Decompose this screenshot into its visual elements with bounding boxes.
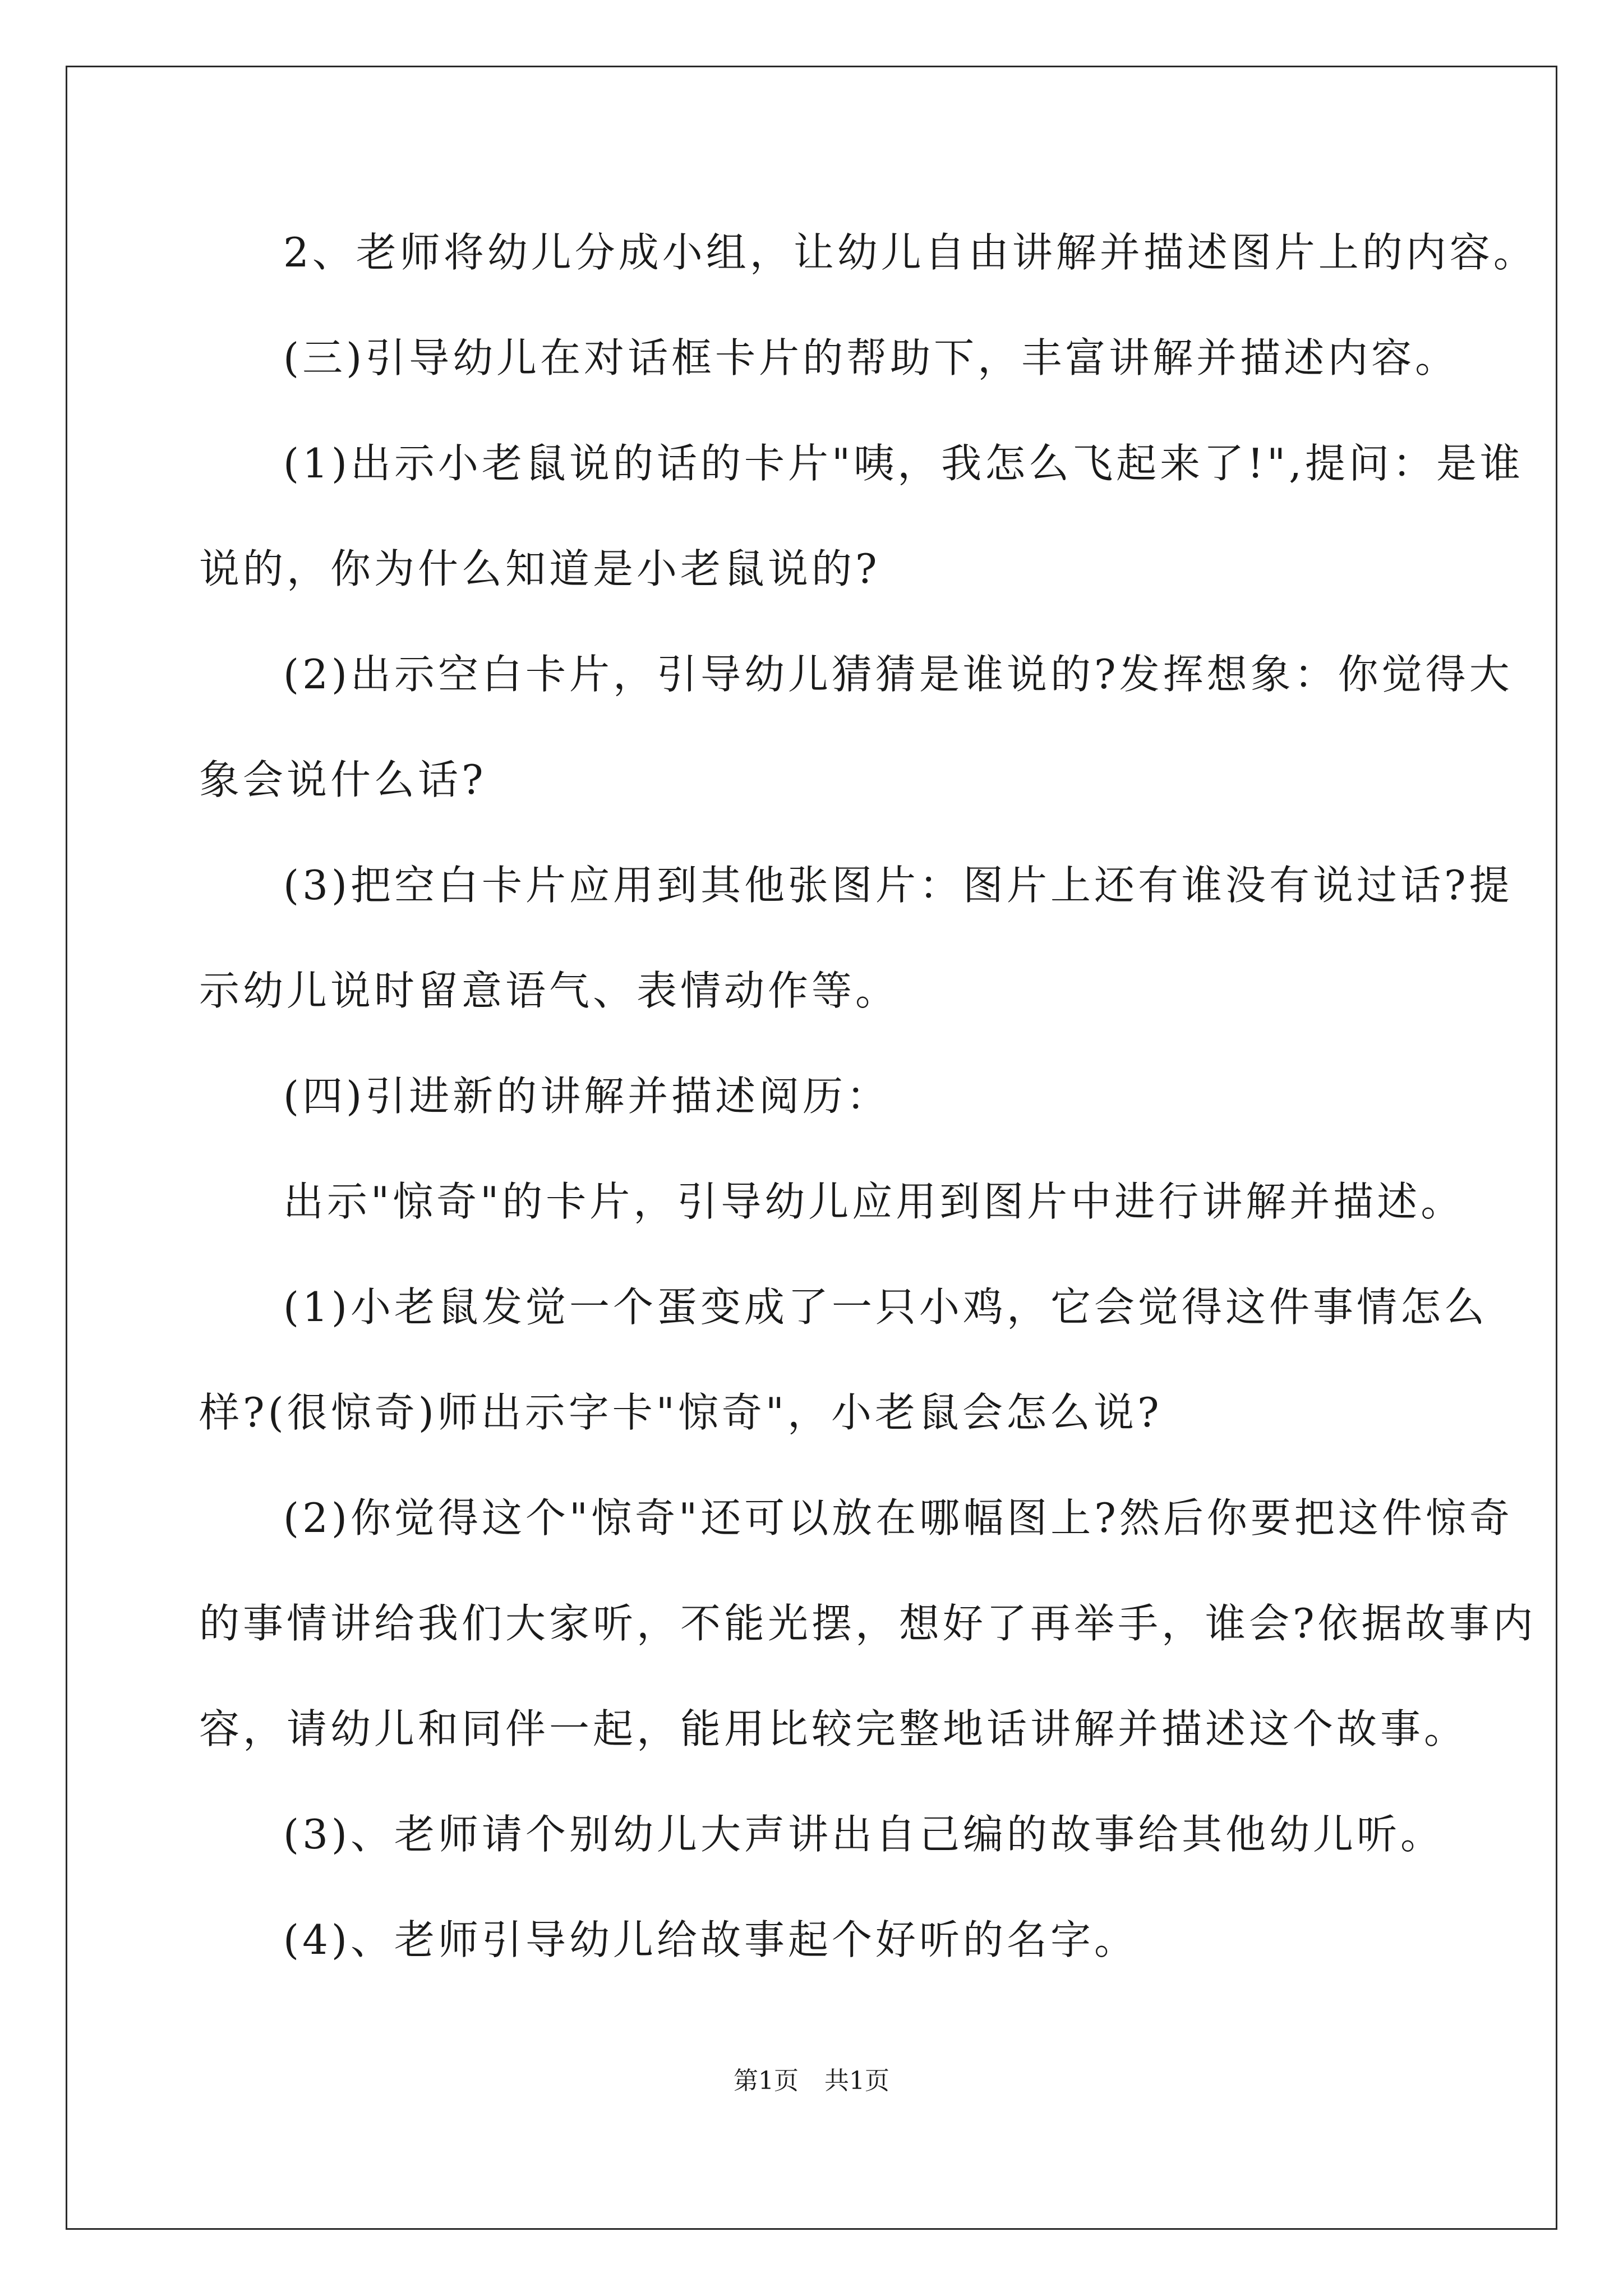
text-line: 样?(很惊奇)师出示字卡"惊奇"，小老鼠会怎么说? (199, 1389, 1163, 1436)
text-line: (1)小老鼠发觉一个蛋变成了一只小鸡，它会觉得这件事情怎么 (283, 1283, 1488, 1331)
text-line: 示幼儿说时留意语气、表情动作等。 (199, 967, 900, 1014)
text-line: 容，请幼儿和同伴一起，能用比较完整地话讲解并描述这个故事。 (199, 1705, 1468, 1752)
page-footer (0, 2064, 1623, 2098)
text-line: (1)出示小老鼠说的话的卡片"咦，我怎么飞起来了!",提问：是谁 (283, 440, 1524, 487)
text-line: 的事情讲给我们大家听，不能光摆，想好了再举手，谁会?依据故事内 (199, 1600, 1537, 1647)
text-line: 象会说什么话? (199, 756, 487, 803)
text-line: 说的，你为什么知道是小老鼠说的? (199, 545, 880, 592)
text-line: (3)、老师请个别幼儿大声讲出自己编的故事给其他幼儿听。 (283, 1811, 1444, 1858)
text-line: (三)引导幼儿在对话框卡片的帮助下，丰富讲解并描述内容。 (283, 334, 1459, 381)
page-number-current: 第1页 (734, 2067, 799, 2095)
text-line: (2)出示空白卡片，引导幼儿猜猜是谁说的?发挥想象：你觉得大 (283, 651, 1513, 698)
text-line: 2、老师将幼儿分成小组，让幼儿自由讲解并描述图片上的内容。 (283, 229, 1537, 276)
page-number-total: 共1页 (824, 2067, 889, 2095)
text-line: 出示"惊奇"的卡片，引导幼儿应用到图片中进行讲解并描述。 (283, 1178, 1465, 1225)
text-line: (4)、老师引导幼儿给故事起个好听的名字。 (283, 1916, 1138, 1963)
text-line: (3)把空白卡片应用到其他张图片：图片上还有谁没有说过话?提 (283, 862, 1513, 909)
text-line: (2)你觉得这个"惊奇"还可以放在哪幅图上?然后你要把这件惊奇 (283, 1494, 1513, 1542)
text-line: (四)引进新的讲解并描述阅历： (283, 1073, 891, 1120)
